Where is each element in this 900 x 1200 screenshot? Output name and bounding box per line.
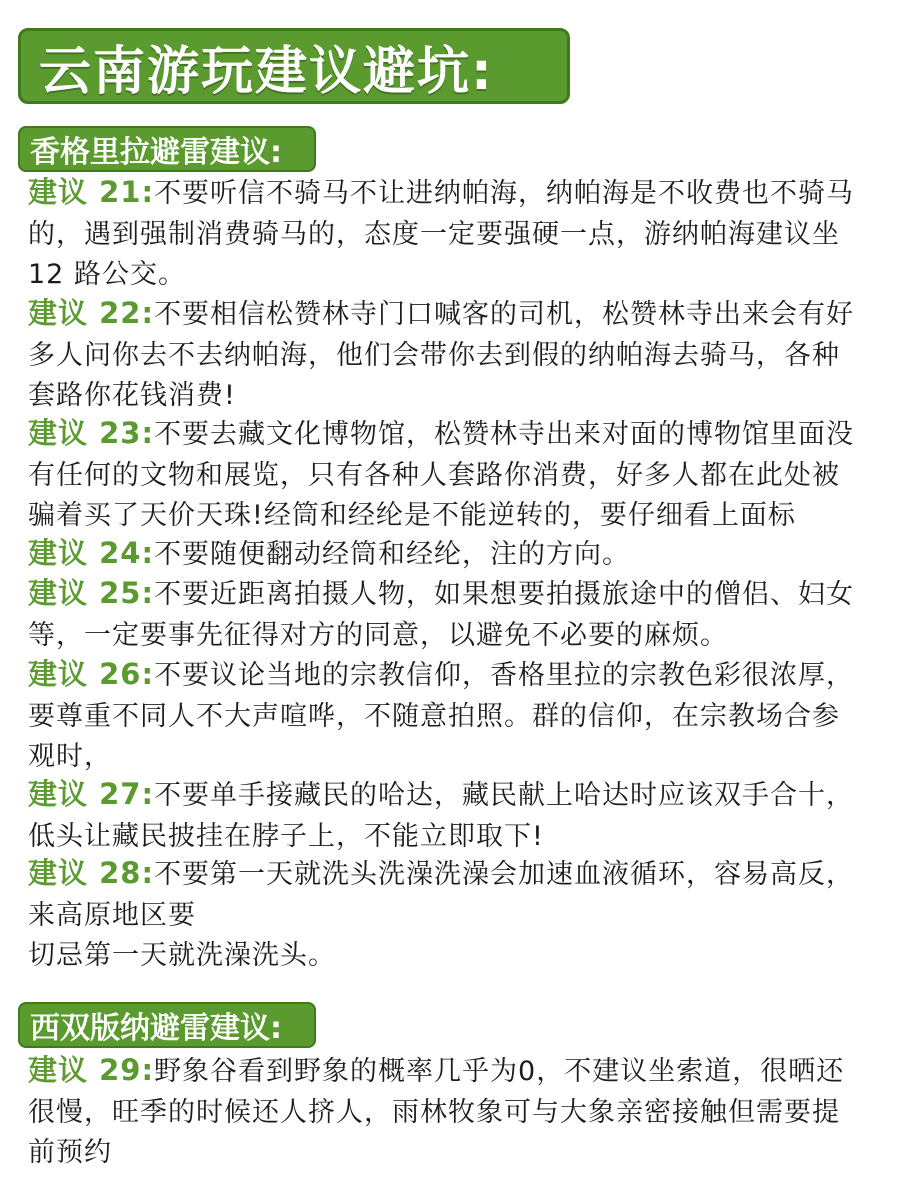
- tip-line: 骗着买了天价天珠!经筒和经纶是不能逆转的，要仔细看上面标: [28, 500, 796, 531]
- tip-line: 多人问你去不去纳帕海，他们会带你去到假的纳帕海去骑马，各种: [28, 339, 840, 371]
- tip-label: 建议 22:: [28, 296, 155, 330]
- tip-line: [28, 413, 876, 456]
- tip-line: [28, 774, 876, 817]
- tip-label: 建议 29:: [28, 1053, 155, 1087]
- tip-text: 不要第一天就洗头洗澡洗澡会加速血液循环，容易高反，: [154, 859, 855, 890]
- tip-line: [28, 853, 876, 896]
- tip-text: 不要相信松赞林寺门口喊客的司机，松赞林寺出来会有好: [154, 299, 855, 330]
- tip-line: 低头让藏民披挂在脖子上，不能立即取下!: [28, 820, 544, 852]
- tip-line: 的，遇到强制消费骑马的，态度一定要强硬一点，游纳帕海建议坐: [28, 218, 840, 250]
- tip-line: 有任何的文物和展览，只有各种人套路你消费，好多人都在此处被: [28, 459, 840, 491]
- tip-line: 套路你花钱消费!: [28, 380, 236, 411]
- tip-line: 前预约: [28, 1137, 112, 1168]
- tip-text: 不要随便翻动经筒和经纶，注的方向。: [154, 539, 631, 570]
- tip-25: [28, 573, 876, 656]
- tip-label: 建议 26:: [28, 657, 155, 691]
- tip-line: [28, 654, 876, 697]
- tip-29: [28, 1050, 876, 1174]
- tip-text: 不要听信不骑马不让进纳帕海，纳帕海是不收费也不骑马: [154, 178, 855, 209]
- tip-text: 不要近距离拍摄人物，如果想要拍摄旅途中的僧侣、妇女: [154, 579, 855, 610]
- tip-text: 不要单手接藏民的哈达，藏民献上哈达时应该双手合十，: [154, 780, 855, 811]
- tip-label: 建议 25:: [28, 576, 155, 610]
- tip-label: 建议 21:: [28, 175, 155, 209]
- tip-line: 要尊重不同人不大声喧哗，不随意拍照。群的信仰，在宗教场合参: [28, 700, 840, 732]
- tip-22: [28, 293, 876, 417]
- tip-line: 等，一定要事先征得对方的同意，以避免不必要的麻烦。: [28, 619, 728, 651]
- tip-28: [28, 853, 876, 977]
- tip-27: [28, 774, 876, 857]
- tip-label: 建议 28:: [28, 856, 155, 890]
- tip-21: [28, 172, 876, 296]
- tip-23: [28, 413, 876, 537]
- tip-line: 来高原地区要: [28, 899, 196, 931]
- tip-line: [28, 293, 876, 336]
- tip-label: 建议 27:: [28, 777, 155, 811]
- tip-text: 不要议论当地的宗教信仰，香格里拉的宗教色彩很浓厚，: [154, 660, 855, 691]
- tip-text: 不要去藏文化博物馆，松赞林寺出来对面的博物馆里面没: [154, 419, 855, 450]
- section-heading-xishuangbanna: 西双版纳避雷建议:: [18, 1002, 316, 1048]
- section-heading-shangri-la: 香格里拉避雷建议:: [18, 126, 316, 172]
- tip-line: [28, 573, 876, 616]
- tip-24: [28, 533, 876, 576]
- tip-text: 野象谷看到野象的概率几乎为0，不建议坐索道，很晒还: [154, 1056, 845, 1087]
- tip-line: [28, 533, 876, 576]
- tip-label: 建议 24:: [28, 536, 155, 570]
- page-title: 云南游玩建议避坑:: [18, 28, 570, 104]
- tip-line: 很慢，旺季的时候还人挤人，雨林牧象可与大象亲密接触但需要提: [28, 1096, 840, 1128]
- tip-line: [28, 1050, 876, 1093]
- tip-26: [28, 654, 876, 778]
- tip-line: [28, 172, 876, 215]
- tip-line: 观时，: [28, 741, 112, 772]
- tip-label: 建议 23:: [28, 416, 155, 450]
- tip-line: 12 路公交。: [28, 259, 186, 290]
- tip-line: 切忌第一天就洗澡洗头。: [28, 940, 336, 971]
